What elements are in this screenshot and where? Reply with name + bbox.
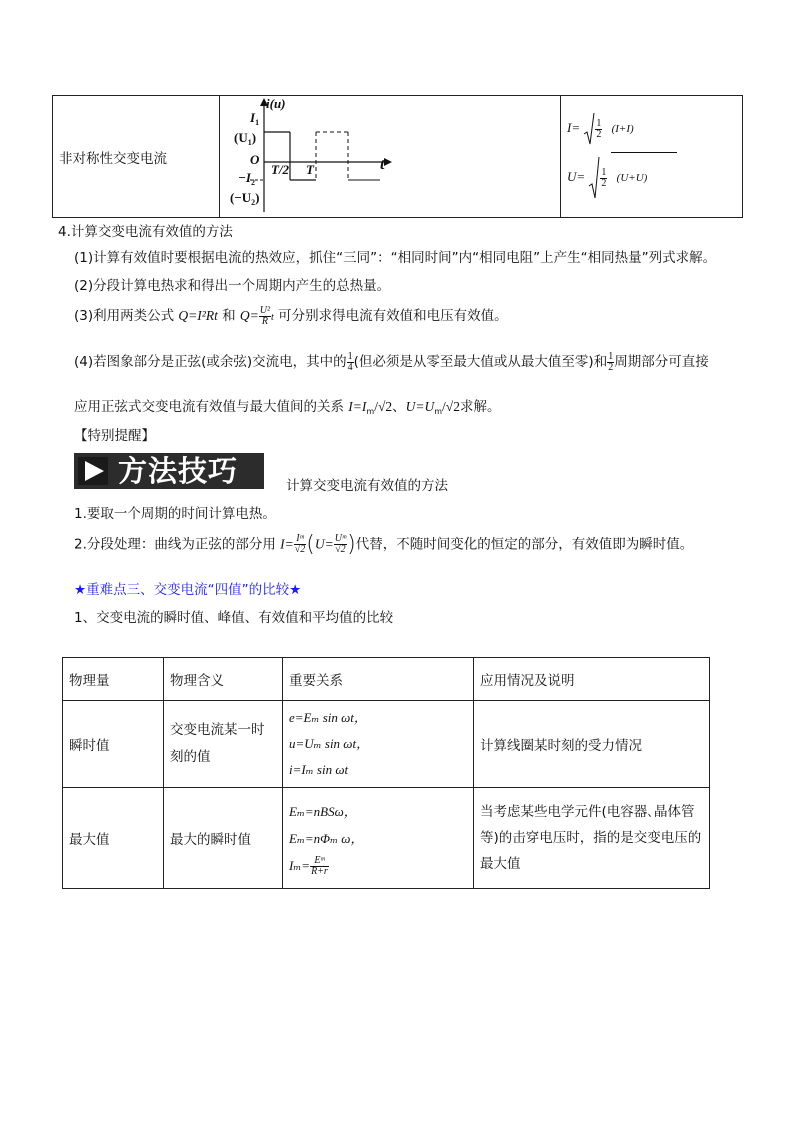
sqrt-bar [611, 152, 677, 153]
quantity-relations: Eₘ=nBSω， Eₘ=nΦₘ ω， Iₘ= $\frac{\text{Eᵐ}}{R+r}$ [283, 788, 474, 889]
quantity-usage: 计算线圈某时刻的受力情况 [474, 701, 710, 788]
key-point-3-heading: ★重难点三、交变电流“四值”的比较★ [74, 582, 302, 598]
row-label-cell [53, 96, 220, 218]
header-cell: 物理量 [63, 658, 164, 701]
graph-cell [220, 96, 561, 218]
y-axis-label: i(u) [266, 96, 286, 111]
neg-u2-label: $(-U_2)$ [230, 190, 260, 207]
method-title: 计算交变电流有效值的方法 [286, 478, 448, 494]
method-line1: 1.要取一个周期的时间计算电热。 [74, 506, 276, 522]
half-period-label: T/2 [271, 162, 290, 177]
banner-title: 方法技巧 [118, 454, 239, 488]
table-header-row [63, 658, 710, 701]
asymmetric-current-table [52, 95, 743, 218]
formula-u: U= $\frac{1}{2}$ (U+U) [567, 156, 647, 200]
i1-label: $I_1$ [250, 110, 260, 127]
header-cell: 物理含义 [164, 658, 283, 701]
asymmetric-current-graph [220, 96, 560, 217]
section4-p1: (1)计算有效值时要根据电流的热效应，抓住“三同”：“相同时间”内“相同电阻”上产生“相同热量”列式求解。 [74, 250, 717, 266]
section4-p5: 应用正弦式交变电流有效值与最大值间的关系 $I=I_m/√2$、$U=U_m/√2$求解。 [74, 399, 501, 416]
method-banner [74, 453, 264, 489]
table-row [63, 701, 710, 788]
key-point-3-subheading: 1、交变电流的瞬时值、峰值、有效值和平均值的比较 [74, 610, 394, 626]
quantity-meaning: 交变电流某一时刻的值 [164, 701, 283, 788]
quantity-relations: e=Eₘ sin ωt， u=Uₘ sin ωt， i=Iₘ sin ωt [283, 701, 474, 788]
origin-label: O [250, 152, 260, 167]
four-values-comparison-table [62, 657, 710, 889]
formula-cell [561, 96, 743, 218]
sqrt-icon [588, 156, 600, 200]
play-arrow-icon [78, 457, 108, 485]
table-row [63, 788, 710, 889]
section4-heading: 4.计算交变电流有效值的方法 [58, 224, 233, 240]
u1-label: $(U_1)$ [234, 130, 257, 147]
row-label: 非对称性交变电流 [59, 150, 167, 167]
header-cell: 重要关系 [283, 658, 474, 701]
neg-i2-label: $-I_2$ [238, 170, 255, 187]
formula-i: I= $\frac{1}{2}$ (I+I) [567, 112, 634, 146]
header-cell: 应用情况及说明 [474, 658, 710, 701]
period-label: T [306, 162, 314, 177]
special-tip-label: 【特别提醒】 [74, 428, 155, 444]
section4-p3: (3)利用两类公式 Q=I²Rt 和 Q= $\frac{\text{U²}}{R}$ t 可分别求得电流有效值和电压有效值。 [74, 304, 508, 327]
sqrt-icon [583, 112, 595, 146]
quantity-meaning: 最大的瞬时值 [164, 788, 283, 889]
t-axis-label: t [380, 156, 385, 173]
method-line2: 2.分段处理：曲线为正弦的部分用 I= $\frac{\text{Iᵐ}}{√2}$ (U= $\frac{\text{Uᵐ}}{√2}$ )代替，不随时间变化的恒定的部分，有效值即为瞬时值。 [74, 532, 694, 557]
quantity-usage: 当考虑某些电学元件(电容器､晶体管等)的击穿电压时，指的是交变电压的最大值 [474, 788, 710, 889]
section4-p2: (2)分段计算电热求和得出一个周期内产生的总热量。 [74, 278, 391, 294]
section4-p4: (4)若图象部分是正弦(或余弦)交流电，其中的 $\frac{1}{4}$ (但必须是从零至最大值或从最大值至零)和 $\frac{1}{2}$ 周期部分可直接 [74, 350, 709, 373]
quantity-name: 瞬时值 [63, 701, 164, 788]
quantity-name: 最大值 [63, 788, 164, 889]
